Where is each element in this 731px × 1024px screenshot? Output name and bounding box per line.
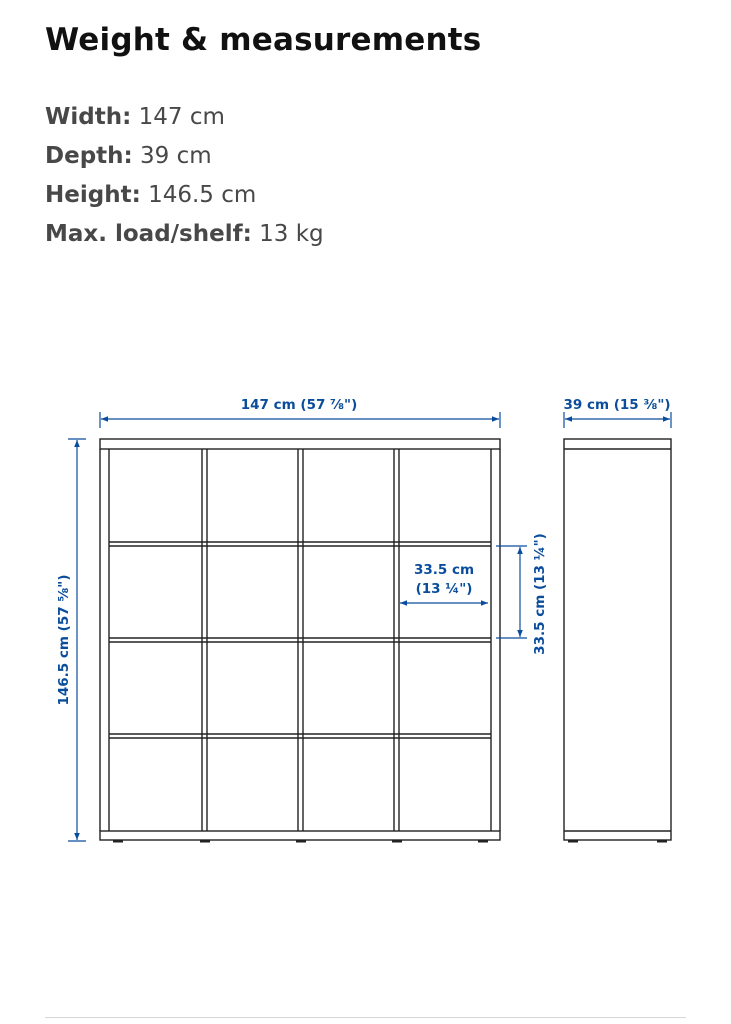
shelf-foot bbox=[392, 840, 402, 843]
shelf-foot bbox=[296, 840, 306, 843]
spec-label: Height: bbox=[45, 182, 141, 208]
section-divider bbox=[45, 1017, 686, 1018]
spec-value: 146.5 cm bbox=[140, 182, 257, 208]
shelf-top-board bbox=[100, 439, 500, 449]
shelf-foot bbox=[113, 840, 123, 843]
spec-width bbox=[45, 100, 645, 139]
side-panel bbox=[564, 439, 671, 840]
cell-width-label-line1: 33.5 cm bbox=[413, 562, 475, 578]
shelf-foot bbox=[478, 840, 488, 843]
height-dimension-label: 146.5 cm (57 ⅝") bbox=[56, 574, 72, 706]
spec-label: Depth: bbox=[45, 143, 133, 169]
spec-value: 147 cm bbox=[131, 104, 225, 130]
width-dimension-label: 147 cm (57 ⅞") bbox=[240, 397, 358, 413]
shelf-bottom-board bbox=[100, 831, 500, 840]
spec-max-load bbox=[45, 217, 645, 256]
spec-height bbox=[45, 178, 645, 217]
depth-dimension-label: 39 cm (15 ⅜") bbox=[563, 397, 671, 413]
shelf-front-view bbox=[100, 439, 500, 840]
spec-value: 13 kg bbox=[251, 221, 324, 247]
side-foot bbox=[657, 840, 667, 843]
spec-depth bbox=[45, 139, 645, 178]
dimension-lines bbox=[68, 412, 671, 841]
spec-value: 39 cm bbox=[132, 143, 212, 169]
shelf-side-view bbox=[564, 439, 671, 840]
spec-label: Width: bbox=[45, 104, 132, 130]
side-foot bbox=[568, 840, 578, 843]
dimension-drawing bbox=[0, 380, 731, 860]
cell-width-label-line2: (13 ¼") bbox=[415, 581, 473, 597]
page-title: Weight & measurements bbox=[45, 22, 482, 58]
spec-list bbox=[45, 100, 645, 256]
spec-label: Max. load/shelf: bbox=[45, 221, 252, 247]
cell-height-label: 33.5 cm (13 ¼") bbox=[532, 533, 548, 655]
shelf-foot bbox=[200, 840, 210, 843]
